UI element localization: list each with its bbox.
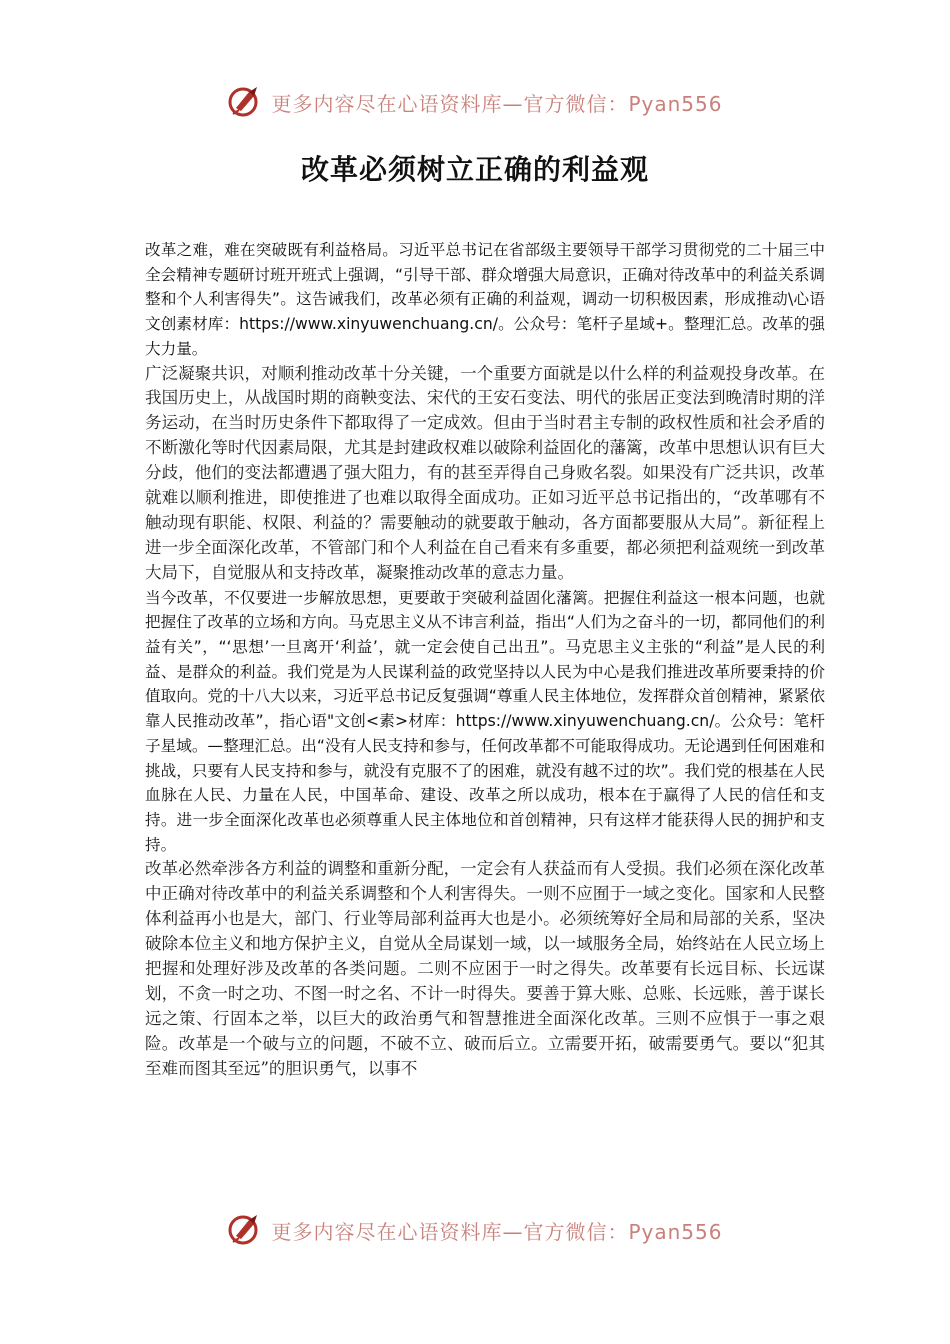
paragraph: 改革必然牵涉各方利益的调整和重新分配，一定会有人获益而有人受损。我们必须在深化改革中正确对待改革中的利益关系调整和个人利害得失。一则不应囿于一域之变化。国家和人民整体利益再小也是大，部门、行业等局部利益再大也是小。必须统筹好全局和局部的关系，坚决破除本位主义和地方保护主义，自觉从全局谋划一域，以一域服务全局，始终站在人民立场上把握和处理好涉及改革的各类问题。二则不应困于一时之得失。改革要有长远目标、长远谋划，不贪一时之功、不图一时之名、不计一时得失。要善于算大账、总账、长远账，善于谋长远之策、行固本之举，以巨大的政治勇气和智慧推进全面深化改革。三则不应惧于一事之艰险。改革是一个破与立的问题，不破不立、破而后立。立需要开拓，破需要勇气。要以“犯其至难而图其至远”的胆识勇气，以事不 — [145, 859, 825, 1078]
logo-icon — [227, 1212, 263, 1248]
paragraph: 当今改革，不仅要进一步解放思想，更要敢于突破利益固化藩篱。把握住利益这一根本问题，也就把握住了改革的立场和方向。马克思主义从不讳言利益，指出“人们为之奋斗的一切，都同他们的利益有关”，“‘思想’一旦离开‘利益’，就一定会使自己出丑”。马克思主义主张的“利益”是人民的利益、是群众的利益。我们党是为人民谋利益的政党坚持以人民为中心是我们推进改革所要秉持的价值取向。党的十八大以来，习近平总书记反复强调“尊重人民主体地位，发挥群众首创精神，紧紧依靠人民推动改革”，指心语"文创<素>材库：https://www.xinyuwenchuang.cn/。公众号：笔杆子星域。—整理汇总。出“没有人民支持和参与，任何改革都不可能取得成功。无论遇到任何困难和挑战，只要有人民支持和参与，就没有克服不了的困难，就没有越不过的坎”。我们党的根基在人民血脉在人民、力量在人民，中国革命、建设、改革之所以成功，根本在于赢得了人民的信任和支持。进一步全面深化改革也必须尊重人民主体地位和首创精神，只有这样才能获得人民的拥护和支持。 — [145, 588, 825, 854]
paragraph: 广泛凝聚共识，对顺利推动改革十分关键，一个重要方面就是以什么样的利益观投身改革。在我国历史上，从战国时期的商鞅变法、宋代的王安石变法、明代的张居正变法到晚清时期的洋务运动，在当时历史条件下都取得了一定成效。但由于当时君主专制的政权性质和社会矛盾的不断激化等时代因素局限，尤其是封建政权难以破除利益固化的藩篱，改革中思想认识有巨大分歧，他们的变法都遭遇了强大阻力，有的甚至弄得自己身败名裂。如果没有广泛共识，改革就难以顺利推进，即使推进了也难以取得全面成功。正如习近平总书记指出的，“改革哪有不触动现有职能、权限、利益的？需要触动的就要敢于触动，各方面都要服从大局”。新征程上进一步全面深化改革，不管部门和个人利益在自己看来有多重要，都必须把利益观统一到改革大局下，自觉服从和支持改革，凝聚推动改革的意志力量。 — [145, 363, 825, 582]
banner-text: 更多内容尽在心语资料库—官方微信：Pyan556 — [271, 1219, 723, 1244]
banner-text: 更多内容尽在心语资料库—官方微信：Pyan556 — [271, 91, 723, 116]
article-body — [145, 238, 825, 1082]
footer-banner — [0, 1208, 950, 1252]
page-title: 改革必须树立正确的利益观 — [300, 153, 649, 186]
header-banner — [0, 80, 950, 124]
paragraph: 改革之难，难在突破既有利益格局。习近平总书记在省部级主要领导干部学习贯彻党的二十届三中全会精神专题研讨班开班式上强调，“引导干部、群众增强大局意识，正确对待改革中的利益关系调整和个人利害得失”。这告诫我们，改革必须有正确的利益观，调动一切积极因素，形成推动\心语文创素材库：https://www.xinyuwenchuang.cn/。公众号：笔杆子星域+。整理汇总。改革的强大力量。 — [145, 241, 825, 358]
logo-icon — [227, 84, 263, 120]
